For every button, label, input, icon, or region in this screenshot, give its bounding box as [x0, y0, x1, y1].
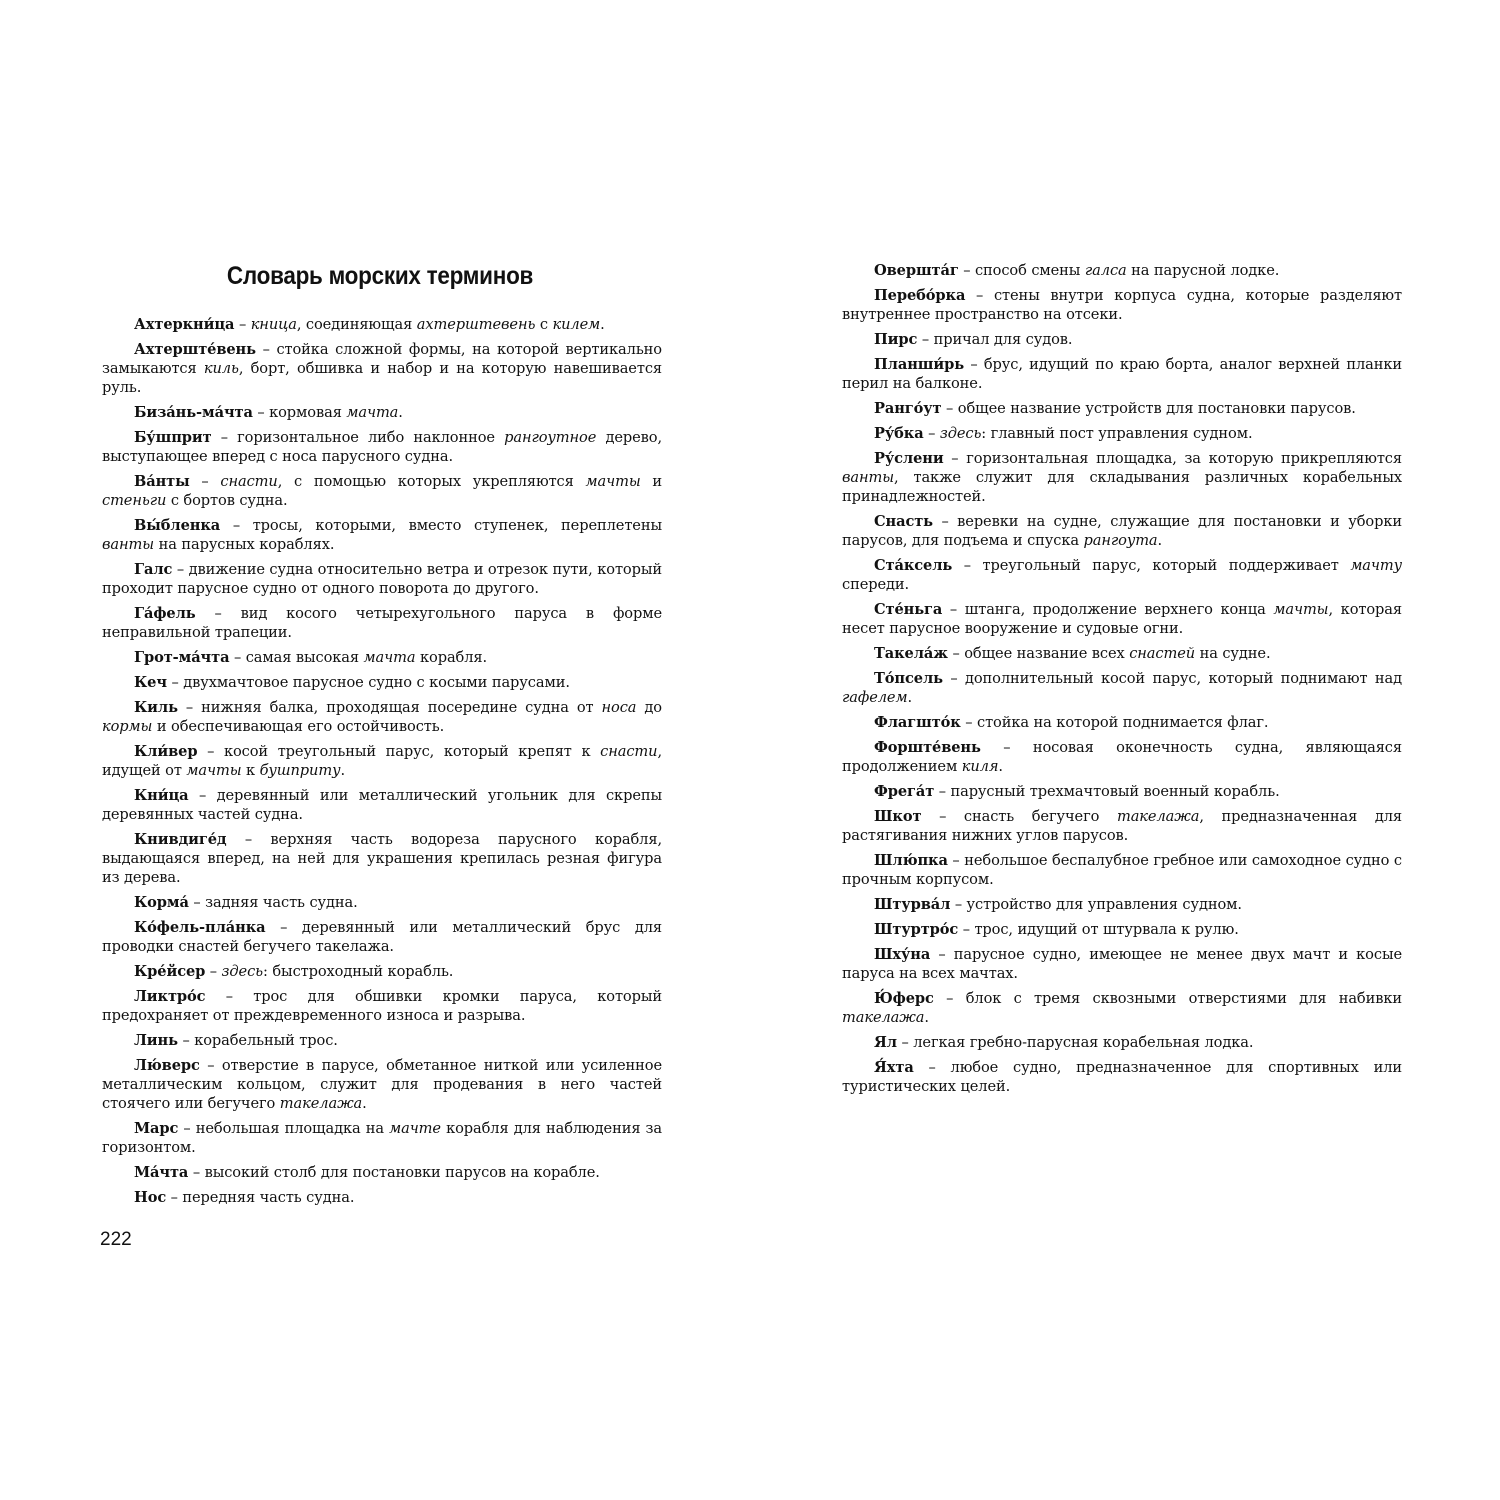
glossary-term: Фрега́т — [874, 783, 935, 800]
glossary-term: Шлю́пка — [874, 852, 948, 869]
glossary-term: Корма́ — [134, 894, 189, 911]
glossary-term: Снасть — [874, 513, 933, 530]
glossary-term: Бу́шприт — [134, 429, 212, 446]
glossary-entry — [842, 1033, 1402, 1052]
definition-text: спереди. — [842, 576, 910, 593]
definition-text: – нижняя балка, проходящая посередине судна от — [177, 699, 602, 716]
definition-text: – дополнительный косой парус, который поднимают над — [942, 670, 1402, 687]
definition-text: – веревки на судне, служащие для постановки и уборки парусов, для подъема и спуска — [842, 513, 1402, 549]
glossary-term: Флагшто́к — [874, 714, 961, 731]
glossary-entry — [842, 782, 1402, 801]
definition-text: , также служит для складывания различных корабельных принадлежностей. — [842, 469, 1402, 505]
glossary-entry — [842, 424, 1402, 443]
glossary-entry — [102, 918, 662, 956]
definition-text: корабля. — [415, 649, 488, 666]
cross-reference: рангоута — [1083, 532, 1158, 549]
definition-text: . — [998, 758, 1003, 775]
definition-text: на парусной лодке. — [1126, 262, 1280, 279]
glossary-term: Грот-ма́чта — [134, 649, 230, 666]
definition-text: – стены внутри корпуса судна, которые разделяют внутреннее пространство на отсеки. — [842, 287, 1402, 323]
glossary-term: Ко́фель-пла́нка — [134, 919, 266, 936]
definition-text: – стойка сложной формы, на которой вертикально замыкаются — [102, 341, 662, 377]
definition-text: , которая несет парусное вооружение и судовые огни. — [842, 601, 1402, 637]
glossary-term: Нос — [134, 1189, 167, 1206]
page-number: 222 — [100, 1229, 132, 1250]
cross-reference: мачта — [346, 404, 399, 421]
glossary-entry — [842, 713, 1402, 732]
definition-text: – высокий столб для постановки парусов на корабле. — [188, 1164, 600, 1181]
cross-reference: гафелем — [842, 689, 908, 706]
glossary-entry — [102, 560, 662, 598]
cross-reference: мачты — [1273, 601, 1329, 618]
definition-text: – снасть бегучего — [921, 808, 1117, 825]
cross-reference: ванты — [842, 469, 895, 486]
definition-text: – трос, идущий от штурвала к рулю. — [958, 921, 1239, 938]
glossary-term: Лю́верс — [134, 1057, 200, 1074]
definition-text: – задняя часть судна. — [188, 894, 358, 911]
left-column — [102, 315, 662, 1213]
glossary-entry — [102, 315, 662, 334]
glossary-entry — [102, 428, 662, 466]
glossary-term: Ликтро́с — [134, 988, 206, 1005]
definition-text: – общее название всех — [947, 645, 1130, 662]
glossary-entry — [842, 669, 1402, 707]
definition-text: . — [340, 762, 345, 779]
definition-text: – стойка на которой поднимается флаг. — [960, 714, 1269, 731]
definition-text: – — [205, 963, 222, 980]
glossary-term: Ру́слени — [874, 450, 944, 467]
glossary-entry — [842, 600, 1402, 638]
cross-reference: стеньги — [102, 492, 167, 509]
glossary-entry — [102, 516, 662, 554]
glossary-term: Штурва́л — [874, 896, 951, 913]
definition-text: . — [398, 404, 403, 421]
definition-text: – — [234, 316, 251, 333]
definition-text: – деревянный или металлический брус для проводки снастей бегучего такелажа. — [102, 919, 662, 955]
glossary-entry — [842, 261, 1402, 280]
glossary-entry — [842, 920, 1402, 939]
glossary-term: Кре́йсер — [134, 963, 206, 980]
cross-reference: мачту — [1350, 557, 1402, 574]
glossary-term: Ахтеркни́ца — [134, 316, 235, 333]
glossary-entry — [102, 1056, 662, 1113]
definition-text: – небольшая площадка на — [178, 1120, 390, 1137]
glossary-term: Кли́вер — [134, 743, 198, 760]
glossary-term: Ранго́ут — [874, 400, 942, 417]
glossary-entry — [102, 962, 662, 981]
glossary-entry — [102, 830, 662, 887]
glossary-term: То́псель — [874, 670, 943, 687]
cross-reference: галса — [1084, 262, 1127, 279]
glossary-entry — [842, 556, 1402, 594]
glossary-entry — [842, 895, 1402, 914]
cross-reference: такелажа — [279, 1095, 363, 1112]
definition-text: – деревянный или металлический угольник для скрепы деревянных частей судна. — [102, 787, 662, 823]
definition-text: – двухмачтовое парусное судно с косыми парусами. — [166, 674, 570, 691]
glossary-term: Марс — [134, 1120, 179, 1137]
definition-text: – способ смены — [958, 262, 1085, 279]
glossary-term: Биза́нь-ма́чта — [134, 404, 253, 421]
glossary-entry — [842, 851, 1402, 889]
glossary-entry — [102, 648, 662, 667]
glossary-entry — [842, 286, 1402, 324]
definition-text: – передняя часть судна. — [166, 1189, 355, 1206]
definition-text: – небольшое беспалубное гребное или самоходное судно с прочным корпусом. — [842, 852, 1402, 888]
definition-text: – причал для судов. — [917, 331, 1073, 348]
glossary-entry — [102, 742, 662, 780]
definition-text: : главный пост управления судном. — [981, 425, 1253, 442]
definition-text: корабля для наблюдения за горизонтом. — [102, 1120, 663, 1156]
glossary-term: Сте́ньга — [874, 601, 943, 618]
cross-reference: киль — [203, 360, 239, 377]
page-title: Словарь морских терминов — [226, 262, 534, 290]
right-column — [842, 261, 1402, 1102]
glossary-entry — [102, 786, 662, 824]
glossary-entry — [842, 644, 1402, 663]
glossary-term: Книвдиге́д — [134, 831, 227, 848]
glossary-entry — [102, 1163, 662, 1182]
definition-text: и — [640, 473, 662, 490]
glossary-entry — [102, 893, 662, 912]
glossary-entry — [842, 807, 1402, 845]
definition-text: . — [924, 1009, 929, 1026]
cross-reference: мачты — [585, 473, 641, 490]
definition-text: с бортов судна. — [166, 492, 288, 509]
glossary-entry — [102, 1031, 662, 1050]
definition-text: с — [535, 316, 553, 333]
glossary-term: Я́хта — [874, 1059, 914, 1076]
definition-text: – вид косого четырехугольного паруса в форме неправильной трапеции. — [102, 605, 662, 641]
definition-text: на парусных кораблях. — [154, 536, 335, 553]
glossary-term: Киль — [134, 699, 178, 716]
glossary-entry — [842, 330, 1402, 349]
definition-text: : быстроходный корабль. — [263, 963, 454, 980]
cross-reference: снасти — [220, 473, 278, 490]
definition-text: – горизонтальное либо наклонное — [211, 429, 505, 446]
glossary-term: Штуртро́с — [874, 921, 959, 938]
glossary-term: Вы́бленка — [134, 517, 221, 534]
definition-text: – любое судно, предназначенное для спортивных или туристических целей. — [842, 1059, 1402, 1095]
glossary-term: Кни́ца — [134, 787, 189, 804]
definition-text: – самая высокая — [229, 649, 364, 666]
glossary-term: Галс — [134, 561, 173, 578]
glossary-entry — [102, 673, 662, 692]
cross-reference: носа — [601, 699, 637, 716]
definition-text: и обеспечивающая его остойчивость. — [152, 718, 445, 735]
cross-reference: ахтерштевень — [416, 316, 536, 333]
cross-reference: килем — [552, 316, 601, 333]
glossary-entry — [102, 1188, 662, 1207]
definition-text: – горизонтальная площадка, за которую прикрепляются — [943, 450, 1402, 467]
glossary-term: Шкот — [874, 808, 922, 825]
glossary-entry — [842, 989, 1402, 1027]
glossary-term: Пирс — [874, 331, 918, 348]
glossary-term: Овершта́г — [874, 262, 959, 279]
cross-reference: снастей — [1129, 645, 1196, 662]
cross-reference: мачты — [186, 762, 242, 779]
glossary-entry — [102, 604, 662, 642]
cross-reference: снасти — [600, 743, 658, 760]
definition-text: – носовая оконечность судна, являющаяся продолжением — [842, 739, 1402, 775]
cross-reference: бушприту — [259, 762, 341, 779]
glossary-term: Перебо́рка — [874, 287, 966, 304]
glossary-term: Планши́рь — [874, 356, 965, 373]
glossary-entry — [842, 449, 1402, 506]
definition-text: , идущей от — [102, 743, 662, 779]
glossary-entry — [842, 399, 1402, 418]
glossary-entry — [102, 340, 662, 397]
glossary-term: Кеч — [134, 674, 167, 691]
glossary-term: Ру́бка — [874, 425, 924, 442]
definition-text: – треугольный парус, который поддерживает — [952, 557, 1351, 574]
glossary-term: Линь — [134, 1032, 178, 1049]
glossary-term: Ахтерште́вень — [134, 341, 256, 358]
glossary-term: Ял — [874, 1034, 897, 1051]
glossary-entry — [102, 472, 662, 510]
cross-reference: мачта — [363, 649, 416, 666]
glossary-term: Шху́на — [874, 946, 931, 963]
definition-text: , предназначенная для растягивания нижних углов парусов. — [842, 808, 1402, 844]
definition-text: , борт, обшивка и набор и на которую навешивается руль. — [102, 360, 662, 396]
cross-reference: здесь — [221, 963, 264, 980]
cross-reference: мачте — [389, 1120, 441, 1137]
glossary-entry — [842, 738, 1402, 776]
definition-text: – брус, идущий по краю борта, аналог верхней планки перил на балконе. — [842, 356, 1402, 392]
definition-text: . — [907, 689, 913, 706]
glossary-term: Такела́ж — [874, 645, 948, 662]
definition-text: – легкая гребно-парусная корабельная лодка. — [896, 1034, 1254, 1051]
glossary-term: Форште́вень — [874, 739, 981, 756]
cross-reference: киля — [961, 758, 999, 775]
glossary-entry — [102, 403, 662, 422]
definition-text: – корабельный трос. — [177, 1032, 338, 1049]
definition-text: . — [362, 1095, 367, 1112]
glossary-term: Га́фель — [134, 605, 196, 622]
definition-text: . — [1157, 532, 1163, 549]
definition-text: дерево, выступающее вперед с носа парусного судна. — [102, 429, 662, 465]
definition-text: . — [600, 316, 605, 333]
cross-reference: такелажа — [842, 1009, 925, 1026]
definition-text: до — [636, 699, 662, 716]
definition-text: – штанга, продолжение верхнего конца — [942, 601, 1274, 618]
cross-reference: такелажа — [1116, 808, 1200, 825]
cross-reference: ванты — [102, 536, 155, 553]
definition-text: – парусное судно, имеющее не менее двух мачт и косые паруса на всех мачтах. — [842, 946, 1402, 982]
glossary-term: Ма́чта — [134, 1164, 189, 1181]
definition-text: – парусный трехмачтовый военный корабль. — [934, 783, 1280, 800]
glossary-entry — [842, 1058, 1402, 1096]
definition-text: – движение судна относительно ветра и отрезок пути, который проходит парусное судно от одного поворота до другого. — [102, 561, 662, 597]
definition-text: – отверстие в парусе, обметанное ниткой или усиленное металлическим кольцом, служит для продевания в него частей стоячего или бегучего — [102, 1057, 662, 1112]
definition-text: – тросы, которыми, вместо ступенек, переплетены — [220, 517, 662, 534]
glossary-entry — [842, 355, 1402, 393]
definition-text: – устройство для управления судном. — [950, 896, 1242, 913]
cross-reference: здесь — [939, 425, 982, 442]
definition-text: на судне. — [1195, 645, 1271, 662]
definition-text: – общее название устройств для постановки парусов. — [941, 400, 1356, 417]
glossary-term: Ста́ксель — [874, 557, 953, 574]
definition-text: – — [923, 425, 940, 442]
cross-reference: рангоутное — [504, 429, 597, 446]
definition-text: – — [189, 473, 221, 490]
glossary-term: Ва́нты — [134, 473, 190, 490]
definition-text: – верхняя часть водореза парусного корабля, выдающаяся вперед, на ней для украшения крепилась резная фигура из дерева. — [102, 831, 662, 886]
definition-text: к — [241, 762, 260, 779]
cross-reference: кормы — [102, 718, 153, 735]
definition-text: – кормовая — [252, 404, 347, 421]
definition-text: – блок с тремя сквозными отверстиями для набивки — [933, 990, 1402, 1007]
glossary-entry — [102, 987, 662, 1025]
cross-reference: кница — [250, 316, 297, 333]
definition-text: , с помощью которых укрепляются — [277, 473, 586, 490]
definition-text: , соединяющая — [296, 316, 417, 333]
definition-text: – косой треугольный парус, который крепят к — [197, 743, 601, 760]
glossary-entry — [102, 698, 662, 736]
glossary-entry — [102, 1119, 662, 1157]
glossary-entry — [842, 945, 1402, 983]
glossary-entry — [842, 512, 1402, 550]
glossary-term: Ю́ферс — [874, 990, 934, 1007]
definition-text: – трос для обшивки кромки паруса, который предохраняет от преждевременного износа и разрыва. — [102, 988, 662, 1024]
